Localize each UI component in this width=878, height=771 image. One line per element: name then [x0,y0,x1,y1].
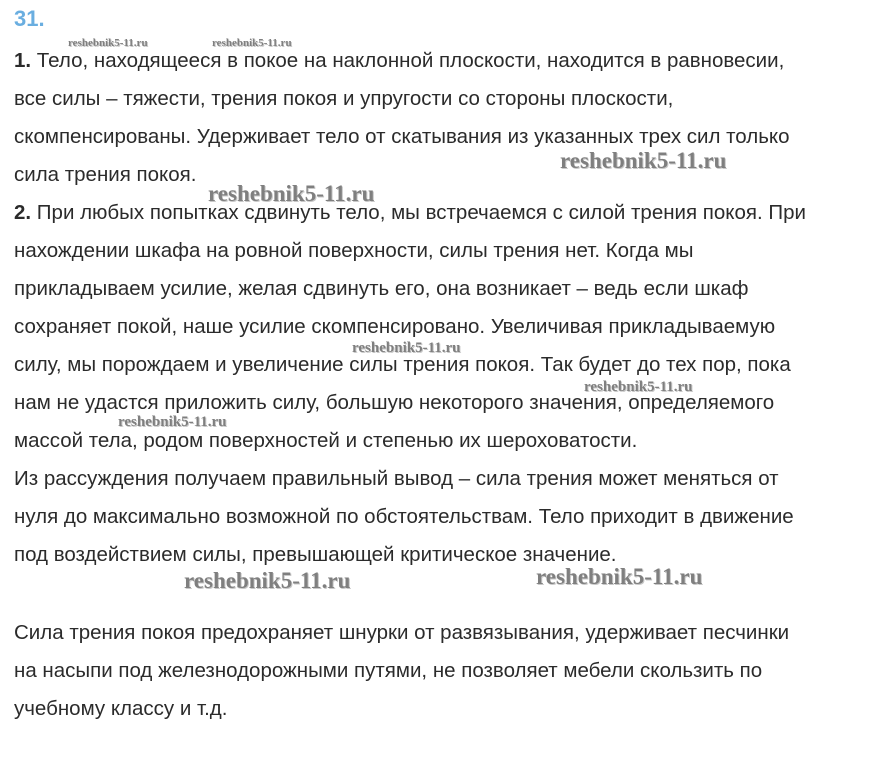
section1-line-4: сила трения покоя. [14,163,197,186]
section2-line-10: под воздействием силы, превышающей критическое значение. [14,543,617,566]
watermark: reshebnik5-11.ru [212,37,292,49]
section2-line-5: силу, мы порождаем и увеличение силы трения покоя. Так будет до тех пор, пока [14,353,791,376]
watermark: reshebnik5-11.ru [68,37,148,49]
section2-line-1: 2. При любых попытках сдвинуть тело, мы встречаемся с силой трения покоя. При [14,201,806,224]
section2-line-8: Из рассуждения получаем правильный вывод – сила трения может меняться от [14,467,779,490]
section3-line-3: учебному классу и т.д. [14,697,228,720]
task-number: 31. [14,6,45,31]
section2-line-2: нахождении шкафа на ровной поверхности, силы трения нет. Когда мы [14,239,694,262]
section2-line-3: прикладываем усилие, желая сдвинуть его, она возникает – ведь если шкаф [14,277,749,300]
watermark: reshebnik5-11.ru [352,340,461,356]
section2-line-4: сохраняет покой, наше усилие скомпенсировано. Увеличивая прикладываемую [14,315,776,338]
watermark: reshebnik5-11.ru [118,414,227,430]
watermark: reshebnik5-11.ru [584,379,693,395]
section1-line-2: все силы – тяжести, трения покоя и упругости со стороны плоскости, [14,87,674,110]
section1-marker: 1. [14,49,32,72]
section2-line-9: нуля до максимально возможной по обстоятельствам. Тело приходит в движение [14,505,794,528]
section2-line-7: массой тела, родом поверхностей и степенью их шероховатости. [14,429,638,452]
section2-line-6: нам не удастся приложить силу, большую некоторого значения, определяемого [14,391,775,414]
watermark: reshebnik5-11.ru [208,181,375,206]
watermark: reshebnik5-11.ru [184,568,351,593]
section3-line-2: на насыпи под железнодорожными путями, не позволяет мебели скользить по [14,659,763,682]
section2-marker: 2. [14,201,32,224]
section1-line-3: скомпенсированы. Удерживает тело от скатывания из указанных трех сил только [14,125,790,148]
watermark: reshebnik5-11.ru [560,148,727,173]
watermark: reshebnik5-11.ru [536,564,703,589]
section1-line-1: 1. Тело, находящееся в покое на наклонной плоскости, находится в равновесии, [14,49,785,72]
section3-line-1: Сила трения покоя предохраняет шнурки от развязывания, удерживает песчинки [14,621,790,644]
